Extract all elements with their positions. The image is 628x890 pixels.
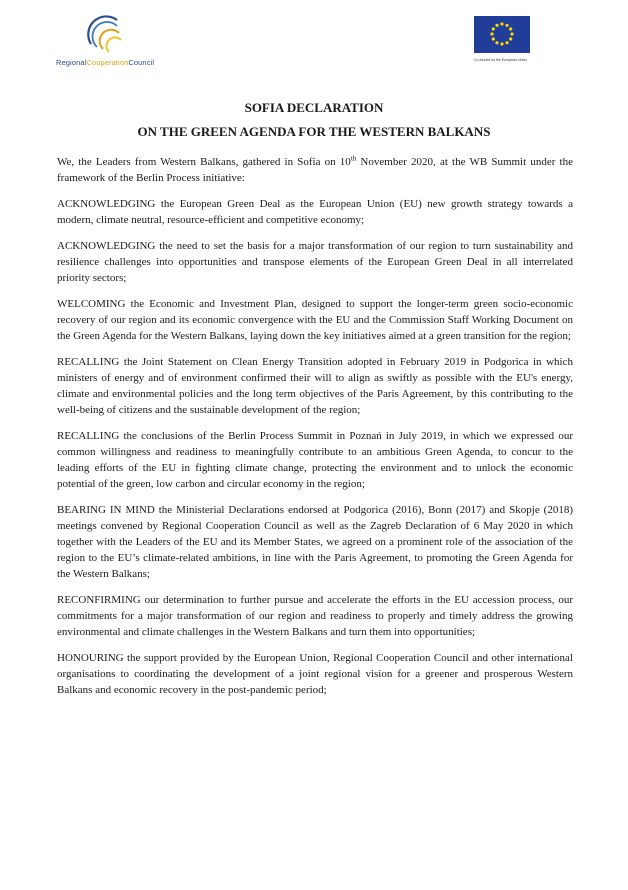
clause-lead: BEARING IN MIND [57,504,155,516]
clause-paragraph [57,296,573,344]
clause-lead: HONOURING [57,652,124,664]
page-header [0,0,628,80]
eu-logo-caption: Co-funded by the European Union [474,58,528,62]
rcc-name-cooperation: Cooperation [86,58,129,67]
clause-paragraph [57,650,573,698]
clause-paragraph [57,196,573,228]
clause-text: the Ministerial Declarations endorsed at Podgorica (2016), Bonn (2017) and Skopje (2018) meetings convened by Regional Cooperation Council as well as the Zagreb Declaration of 6 May 2020 in which together with the Leaders of the EU and its Member States, we agreed on a prominent role of the association of the region to the EU’s climate-related ambitions, in line with the Paris Agreement, to promoting the Green Agenda for the Western Balkans; [57,504,574,580]
document-subtitle: ON THE GREEN AGENDA FOR THE WESTERN BALKANS [137,124,491,139]
rcc-rings-icon [83,14,135,60]
clause-lead: RECALLING [57,430,120,442]
clause-paragraph [57,238,573,286]
clause-text: the European Green Deal as the European Union (EU) new growth strategy towards a modern, climate neutral, resource-efficient and competitive economy; [57,198,573,226]
clause-paragraph [57,428,573,492]
clause-text: the support provided by the European Union, Regional Cooperation Council and other international organisations to coordinating the development of a joint regional vision for a greener and prosperous Western Balkans and economic recovery in the post-pandemic period; [57,652,573,696]
clause-paragraph [57,502,573,582]
clause-text: the need to set the basis for a major transformation of our region to turn sustainability and resilience challenges into opportunities and transpose elements of the European Green Deal in all interrelated priority sectors; [57,240,573,284]
intro-text-after: November 2020, at the WB Summit under the framework of the Berlin Process initiative: [57,156,573,184]
rcc-logo [56,14,176,74]
clause-lead: RECALLING [57,356,120,368]
clause-text: the conclusions of the Berlin Process Summit in Poznań in July 2019, in which we expressed our common willingness and readiness to meaningfully contribute to an ambitious Green Agenda, to concur to the leading efforts of the EU in fighting climate change, protecting the environment and to unlock the economic potential of the green, low carbon and circular economy in the region; [57,430,573,490]
rcc-logo-text [56,58,176,67]
eu-logo [474,16,546,78]
rcc-name-council: Council [128,58,155,67]
rcc-name-regional: Regional [56,58,87,67]
clause-paragraph [57,592,573,640]
clause-lead: RECONFIRMING [57,594,141,606]
clause-paragraph [57,354,573,418]
eu-flag-icon [474,16,530,53]
clause-text: the Economic and Investment Plan, designed to support the longer-term green socio-economic recovery of our region and its economic convergence with the EU and the Commission Staff Working Document on the Green Agenda for the Western Balkans, laying down the key initiatives aimed at a green transition for the region; [57,298,573,342]
clause-lead: ACKNOWLEDGING [57,198,156,210]
clause-lead: WELCOMING [57,298,126,310]
intro-paragraph [57,154,573,186]
document-title: SOFIA DECLARATION [244,100,384,115]
clause-lead: ACKNOWLEDGING [57,240,156,252]
declaration-body [57,154,573,708]
clause-text: our determination to further pursue and accelerate the efforts in the EU accession process, our commitments for a major transformation of our region and readiness to properly and timely address the growing environmental and climate challenges in the Western Balkans and turn them into opportunities; [57,594,573,638]
intro-date-suffix: th [350,154,357,163]
intro-text-before: We, the Leaders from Western Balkans, gathered in Sofia on 10 [57,156,351,168]
clause-text: the Joint Statement on Clean Energy Transition adopted in February 2019 in Podgorica in which ministers of energy and of environment confirmed their will to align as swiftly as possible with the EU's energy, climate and environmental policies and the long term objectives of the Paris Agreement, by this contributing to the well-being of citizens and the sustainable development of the region; [57,356,573,416]
